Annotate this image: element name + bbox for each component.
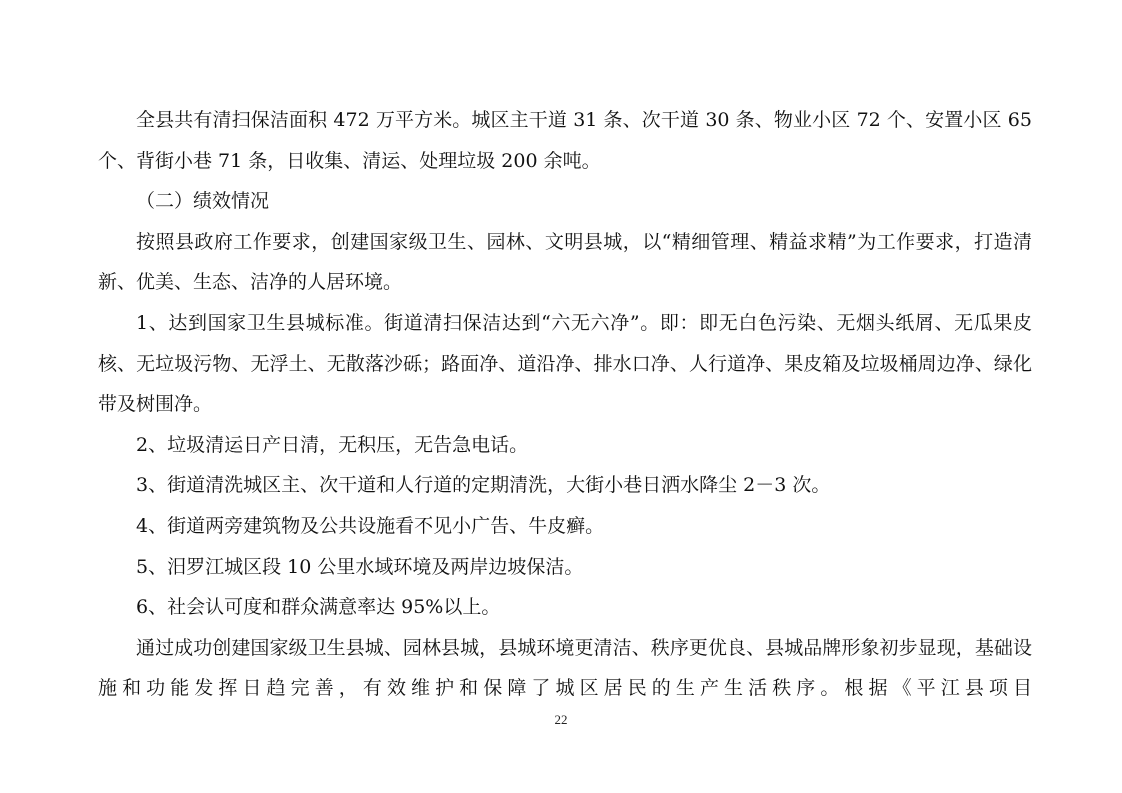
paragraph-work-requirements: 按照县政府工作要求，创建国家级卫生、园林、文明县城，以“精细管理、精益求精”为工作要求，打造清新、优美、生态、洁净的人居环境。 <box>98 230 1032 294</box>
list-item-2: 2、垃圾清运日产日清，无积压，无告急电话。 <box>136 433 529 456</box>
section-heading-performance: （二）绩效情况 <box>136 190 270 213</box>
body-text <box>98 100 1032 709</box>
page-number: 22 <box>554 712 568 727</box>
paragraph-cleaning-area: 全县共有清扫保洁面积 472 万平方米。城区主干道 31 条、次干道 30 条、物业小区 72 个、安置小区 65 个、背街小巷 71 条，日收集、清运、处理垃圾 200 余吨。 <box>98 109 1032 172</box>
list-item-1: 1、达到国家卫生县城标准。街道清扫保洁达到“六无六净”。即：即无白色污染、无烟头纸屑、无瓜果皮核、无垃圾污物、无浮土、无散落沙砾；路面净、道沿净、排水口净、人行道净、果皮箱及垃圾桶周边净、绿化带及树围净。 <box>98 311 1032 416</box>
list-item-6: 6、社会认可度和群众满意率达 95%以上。 <box>136 596 501 619</box>
list-item-3: 3、街道清洗城区主、次干道和人行道的定期清洗，大街小巷日洒水降尘 2－3 次。 <box>136 474 831 497</box>
paragraph-conclusion: 通过成功创建国家级卫生县城、园林县城，县城环境更清洁、秩序更优良、县城品牌形象初步显现，基础设施和功能发挥日趋完善，有效维护和保障了城区居民的生产生活秩序。根据《平江县项目 <box>98 636 1032 700</box>
list-item-5: 5、汨罗江城区段 10 公里水域环境及两岸边坡保洁。 <box>136 555 584 578</box>
list-item-4: 4、街道两旁建筑物及公共设施看不见小广告、牛皮癣。 <box>136 514 605 537</box>
